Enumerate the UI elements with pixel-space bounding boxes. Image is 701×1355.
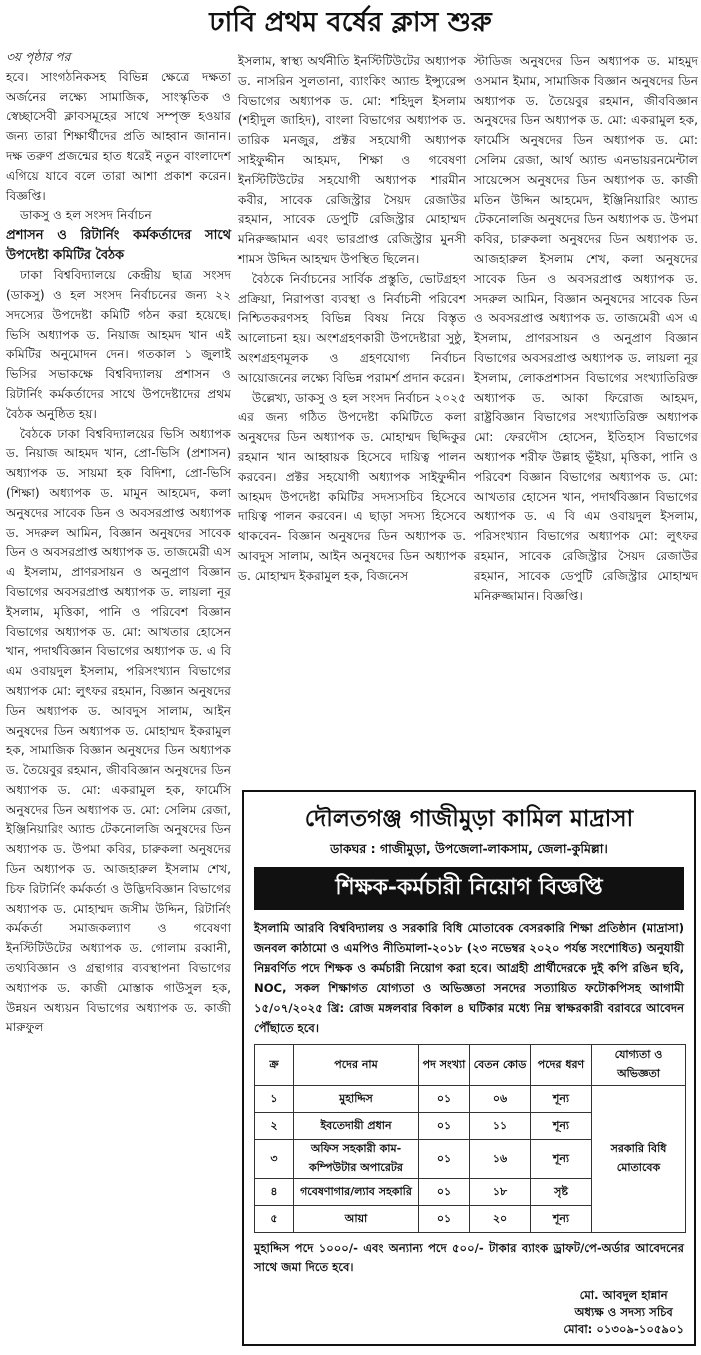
col1-paragraph-3: বৈঠকে ঢাকা বিশ্ববিদ্যালয়ের ভিসি অধ্যাপক ড. নিয়াজ আহমদ খান, প্রো-ভিসি (প্রশাসন) অধ্যাপক ড. সায়মা হক বিদিশা, প্রো-ভিসি (শিক্ষা) অধ্যাপক ড. মামুন আহমেদ, কলা অনুষদের সাবেক ডিন ও অবসরপ্রাপ্ত অধ্যাপক ড. সদরুল আমিন, বিজ্ঞান অনুষদের সাবেক ডিন ও অবসরপ্রাপ্ত অধ্যাপক ড. তাজমেরী এস এ ইসলাম, প্রাণরসায়ন ও অনুপ্রাণ বিজ্ঞান বিভাগের অবসরপ্রাপ্ত অধ্যাপক ড. লায়লা নূর ইসলাম, মৃত্তিকা, পানি ও পরিবেশ বিজ্ঞান বিভাগের অধ্যাপক ড. মো: আখতার হোসেন খান, পদার্থবিজ্ঞান বিভাগের অধ্যাপক ড. এ বি এম ওবায়দুল ইসলাম, পরিসংখ্যান বিভাগের অধ্যাপক মো: লুৎফর রহমান, বিজ্ঞান অনুষদের ডিন অধ্যাপক ড. আবদুস সালাম, আইন অনুষদের ডিন অধ্যাপক ড. মোহাম্মদ ইকরামুল হক, সামাজিক বিজ্ঞান অনুষদের ডিন অধ্যাপক ড. তৈয়েবুর রহমান, জীববিজ্ঞান অনুষদের ডিন অধ্যাপক ড. মো: একরামুল হক, ফার্মেসি অনুষদের ডিন অধ্যাপক ড. মো: সেলিম রেজা, ইঞ্জিনিয়ারিং অ্যান্ড টেকনোলজি অনুষদের ডিন অধ্যাপক ড. উপমা কবির, চারুকলা অনুষদের ডিন অধ্যাপক ড. আজহারুল ইসলাম শেখ, চিফ রিটার্নিং কর্মকর্তা ও উদ্ভিদবিজ্ঞান বিভাগের অধ্যাপক ড. মোহাম্মদ জসীম উদ্দিন, রিটার্নিং কর্মকর্তা সমাজকল্যাণ ও গবেষণা ইনস্টিটিউটের অধ্যাপক ড. গোলাম রব্বানী, তথ্যবিজ্ঞান ও গ্রন্থাগার ব্যবস্থাপনা বিভাগের অধ্যাপক ড. কাজী মোস্তাক গাউসুল হক, উন্নয়ন অধ্যয়ন বিভাগের অধ্যাপক ড. কাজী মারুফুল bbox=[6, 426, 231, 1035]
table-header: ক্র bbox=[255, 1045, 294, 1086]
column-1 bbox=[6, 48, 231, 1038]
table-cell: শূন্য bbox=[531, 1140, 592, 1179]
table-cell: ১৬ bbox=[470, 1140, 531, 1179]
page-headline: ঢাবি প্রথম বর্ষের ক্লাস শুরু bbox=[209, 7, 492, 38]
table-cell: গবেষণাগার/ল্যাব সহকারি bbox=[294, 1179, 419, 1206]
signer-name: মো. আবদুল হান্নান bbox=[579, 1288, 668, 1302]
ad-institution-name: দৌলতগঞ্জ গাজীমুড়া কামিল মাদ্রাসা bbox=[304, 805, 634, 832]
table-header: পদের নাম bbox=[294, 1045, 419, 1086]
qualification-cell: সরকারি বিধি মোতাবেক bbox=[592, 1086, 686, 1233]
col2-paragraph-1: ইসলাম, স্বাস্থ্য অর্থনীতি ইনস্টিটিউটের অধ্যাপক ড. নাসরিন সুলতানা, ব্যাংকিং অ্যান্ড ইন্স্যুরেন্স বিভাগের অধ্যাপক ড. মো: শহিদুল ইসলাম (শহীদুল জাহিদ), বাংলা বিভাগের অধ্যাপক ড. তারিক মনজুর, প্রক্টর সহযোগী অধ্যাপক সাইফুদ্দীন আহমদ, শিক্ষা ও গবেষণা ইনস্টিটিউটের সহযোগী অধ্যাপক শারমীন কবীর, সাবেক রেজিস্ট্রার সৈয়দ রেজাউর রহমান, সাবেক ডেপুটি রেজিস্ট্রার মোহাম্মদ মনিরুজ্জামান এবং ভারপ্রাপ্ত রেজিস্ট্রার মুনসী শামস উদ্দিন আহম্মদ উপস্থিত ছিলেন। bbox=[238, 54, 466, 266]
signature-block bbox=[563, 1287, 684, 1338]
table-header: যোগ্যতা ও অভিজ্ঞতা bbox=[592, 1045, 686, 1086]
table-cell: ০১ bbox=[419, 1086, 470, 1113]
table-cell: ৩ bbox=[255, 1140, 294, 1179]
column-3 bbox=[474, 52, 698, 606]
col2-paragraph-3: উল্লেখ্য, ডাকসু ও হল সংসদ নির্বাচন ২০২৫ এর জন্য গঠিত উপদেষ্টা কমিটিতে কলা অনুষদের ডিন অধ্যাপক ড. মোহাম্মদ ছিদ্দিকুর রহমান খান আহ্বায়ক হিসেবে দায়িত্ব পালন করবেন। প্রক্টর সহযোগী অধ্যাপক সাইফুদ্দীন আহমদ উপদেষ্টা কমিটির সদস্যসচিব হিসেবে দায়িত্ব পালন করবেন। এ ছাড়া সদস্য হিসেবে থাকবেন- বিজ্ঞান অনুষদের ডিন অধ্যাপক ড. আবদুস সালাম, আইন অনুষদের ডিন অধ্যাপক ড. মোহাম্মদ ইকরামুল হক, বিজনেস bbox=[238, 390, 466, 583]
col1-kicker: ডাকসু ও হল সংসদ নির্বাচন bbox=[20, 208, 152, 223]
table-header: পদের ধরণ bbox=[531, 1045, 592, 1086]
table-row bbox=[255, 1086, 686, 1113]
table-cell: আয়া bbox=[294, 1206, 419, 1233]
table-cell: ০৬ bbox=[470, 1086, 531, 1113]
table-cell: ১১ bbox=[470, 1113, 531, 1140]
table-cell: সৃষ্ট bbox=[531, 1179, 592, 1206]
column-2 bbox=[238, 52, 466, 587]
table-header: পদ সংখ্যা bbox=[419, 1045, 470, 1086]
col2-paragraph-2: বৈঠকে নির্বাচনের সার্বিক প্রস্তুতি, ভোটগ্রহণ প্রক্রিয়া, নিরাপত্তা ব্যবস্থা ও নির্বাচনী পরিবেশ নিশ্চিতকরণসহ বিভিন্ন বিষয় নিয়ে বিস্তৃত আলোচনা হয়। অংশগ্রহণকারী উপদেষ্টারা সুষ্ঠু, অংশগ্রহণমূলক ও গ্রহণযোগ্য নির্বাচন আয়োজনের লক্ষ্যে বিভিন্ন পরামর্শ প্রদান করেন। bbox=[238, 271, 466, 385]
col1-paragraph-2: ঢাকা বিশ্ববিদ্যালয়ে কেন্দ্রীয় ছাত্র সংসদ (ডাকসু) ও হল সংসদ নির্বাচনের জন্য ২২ সদস্যের উপদেষ্টা কমিটি গঠন করা হয়েছে। ভিসি অধ্যাপক ড. নিয়াজ আহমদ খান এই কমিটির অনুমোদন দেন। গতকাল ১ জুলাই ভিসির সভাকক্ষে বিশ্ববিদ্যালয় প্রশাসন ও রিটার্নিং কর্মকর্তাদের সাথে উপদেষ্টাদের প্রথম বৈঠক অনুষ্ঠিত হয়। bbox=[6, 268, 231, 421]
table-cell: ২০ bbox=[470, 1206, 531, 1233]
table-header: বেতন কোড bbox=[470, 1045, 531, 1086]
table-cell: শূন্য bbox=[531, 1206, 592, 1233]
table-cell: ০১ bbox=[419, 1113, 470, 1140]
table-cell: ২ bbox=[255, 1113, 294, 1140]
signer-title: অধ্যক্ষ ও সদস্য সচিব bbox=[574, 1305, 673, 1319]
table-cell: ০১ bbox=[419, 1140, 470, 1179]
ad-address: ডাকঘর : গাজীমুড়া, উপজেলা-লাকসাম, জেলা-কুমিল্লা। bbox=[330, 841, 608, 856]
ad-banner: শিক্ষক-কর্মচারী নিয়োগ বিজ্ঞপ্তি bbox=[254, 867, 684, 910]
ad-footer-note: মুহাদ্দিস পদে ১০০০/- এবং অন্যান্য পদে ৫০০/- টাকার ব্যাংক ড্রাফট/পে-অর্ডার আবেদনের সাথে জমা দিতে হবে। bbox=[254, 1241, 684, 1274]
table-cell: মুহাদ্দিস bbox=[294, 1086, 419, 1113]
table-cell: ইবতেদায়ী প্রধান bbox=[294, 1113, 419, 1140]
table-cell: ০১ bbox=[419, 1179, 470, 1206]
signer-phone: মোবা: ০১৩০৯-১০৫৯০১ bbox=[563, 1322, 684, 1336]
col3-paragraph-1: স্টাডিজ অনুষদের ডিন অধ্যাপক ড. মাহমুদ ওসমান ইমাম, সামাজিক বিজ্ঞান অনুষদের ডিন অধ্যাপক ড. তৈয়েবুর রহমান, জীববিজ্ঞান অনুষদের ডিন অধ্যাপক ড. মো: একরামুল হক, ফার্মেসি অনুষদের ডিন অধ্যাপক ড. মো: সেলিম রেজা, আর্থ অ্যান্ড এনভায়রনমেন্টাল সায়েন্সেস অনুষদের ডিন অধ্যাপক ড. কাজী মতিন উদ্দিন আহমেদ, ইঞ্জিনিয়ারিং অ্যান্ড টেকনোলজি অনুষদের ডিন অধ্যাপক ড. উপমা কবির, চারুকলা অনুষদের ডিন অধ্যাপক ড. আজহারুল ইসলাম শেখ, কলা অনুষদের সাবেক ডিন ও অবসরপ্রাপ্ত অধ্যাপক ড. সদরুল আমিন, বিজ্ঞান অনুষদের সাবেক ডিন ও অবসরপ্রাপ্ত অধ্যাপক ড. তাজমেরী এস এ ইসলাম, প্রাণরসায়ন ও অনুপ্রাণ বিজ্ঞান বিভাগের অবসরপ্রাপ্ত অধ্যাপক ড. লায়লা নূর ইসলাম, লোকপ্রশাসন বিভাগের সংখ্যাতিরিক্ত অধ্যাপক ড. আকা ফিরোজ আহমদ, রাষ্ট্রবিজ্ঞান বিভাগের সংখ্যাতিরিক্ত অধ্যাপক মো: ফেরদৌস হোসেন, ইতিহাস বিভাগের অধ্যাপক শরীফ উল্লাহ ভূঁইয়া, মৃত্তিকা, পানি ও পরিবেশ বিজ্ঞান বিভাগের অধ্যাপক ড. মো: আখতার হোসেন খান, পদার্থবিজ্ঞান বিভাগের অধ্যাপক ড. এ বি এম ওবায়দুল ইসলাম, পরিসংখ্যান বিভাগের অধ্যাপক মো: লুৎফর রহমান, সাবেক রেজিস্ট্রার সৈয়দ রেজাউর রহমান, সাবেক ডেপুটি রেজিস্ট্রার মোহাম্মদ মনিরুজ্জামান। বিজ্ঞপ্তি। bbox=[474, 54, 698, 603]
posts-table bbox=[254, 1044, 686, 1233]
table-cell: শূন্য bbox=[531, 1086, 592, 1113]
table-header-row bbox=[255, 1045, 686, 1086]
table-cell: ১ bbox=[255, 1086, 294, 1113]
table-cell: অফিস সহকারী কাম-কম্পিউটার অপারেটর bbox=[294, 1140, 419, 1179]
table-cell: ০১ bbox=[419, 1206, 470, 1233]
table-cell: ১৮ bbox=[470, 1179, 531, 1206]
ad-body-text: ইসলামি আরবি বিশ্ববিদ্যালয় ও সরকারি বিধি মোতাবেক বেসরকারি শিক্ষা প্রতিষ্ঠান (মাদ্রাসা) জনবল কাঠামো ও এমপিও নীতিমালা-২০১৮ (২৩ নভেম্বর ২০২০ পর্যন্ত সংশোধিত) অনুযায়ী নিম্নবর্ণিত পদে শিক্ষক ও কর্মচারী নিয়োগ করা হবে। আগ্রহী প্রার্থীদেরকে দুই কপি রঙিন ছবি, NOC, সকল শিক্ষাগত যোগ্যতা ও অভিজ্ঞতা সনদের সত্যায়িত ফটোকপিসহ আগামী ১৫/০৭/২০২৫ খ্রি: রোজ মঙ্গলবার বিকাল ৪ ঘটিকার মধ্যে নিম্ন স্বাক্ষরকারী বরাবরে আবেদন পৌঁছাতে হবে। bbox=[254, 921, 684, 1035]
recruitment-advertisement bbox=[242, 790, 696, 1346]
table-cell: ৪ bbox=[255, 1179, 294, 1206]
col1-paragraph-1: হবে। সাংগঠনিকসহ বিভিন্ন ক্ষেত্রে দক্ষতা অর্জনের লক্ষ্যে সামাজিক, সাংস্কৃতিক ও স্বেচ্ছাসেবী ক্লাবসমূহের সাথে সম্পৃক্ত হওয়ার জন্য তারা শিক্ষার্থীদের প্রতি আহ্বান জানান। দক্ষ তরুণ প্রজন্মের হাত ধরেই নতুন বাংলাদেশ এগিয়ে যাবে বলে তারা আশা প্রকাশ করেন। বিজ্ঞপ্তি। bbox=[6, 69, 231, 203]
table-cell: শূন্য bbox=[531, 1113, 592, 1140]
continued-label: ৩য় পৃষ্ঠার পর bbox=[6, 50, 71, 64]
table-cell: ৫ bbox=[255, 1206, 294, 1233]
col1-subheadline: প্রশাসন ও রিটার্নিং কর্মকর্তাদের সাথে উপদেষ্টা কমিটির বৈঠক bbox=[6, 228, 231, 264]
